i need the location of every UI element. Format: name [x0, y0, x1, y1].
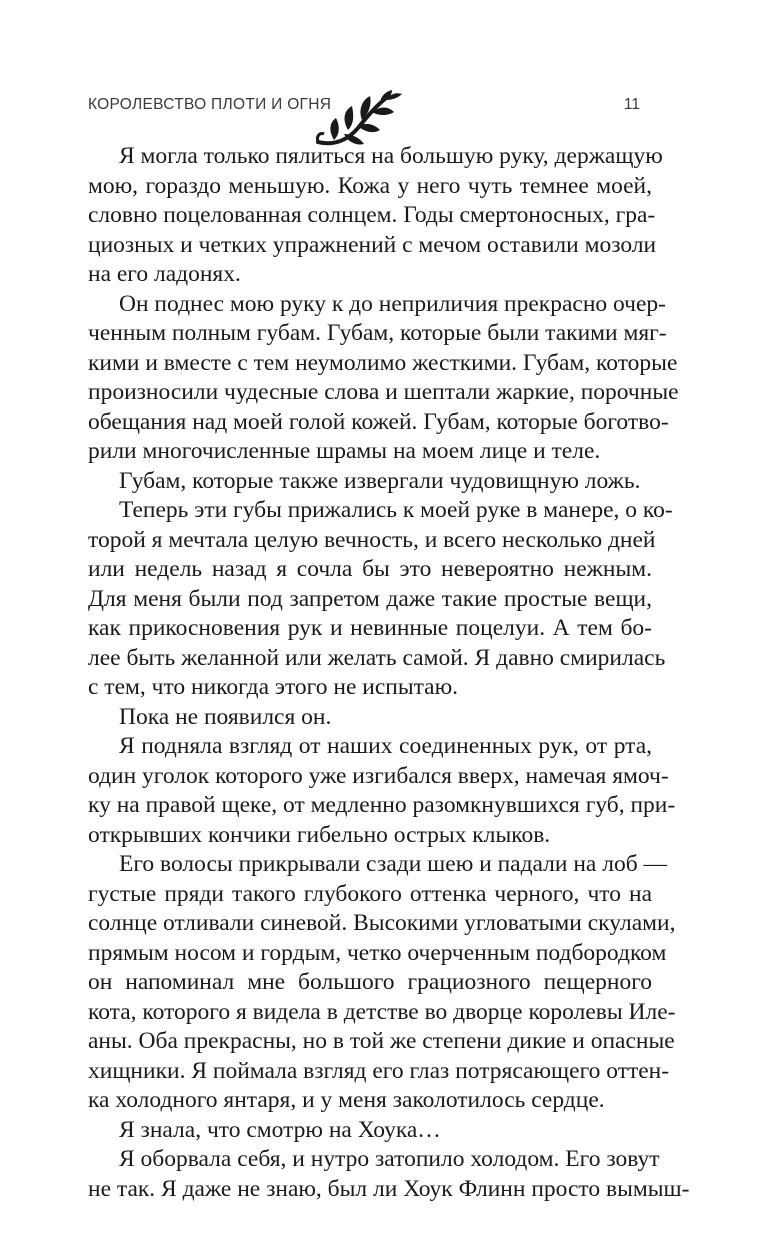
- text-line: на его ладонях.: [88, 261, 241, 287]
- text-line: ку на правой щеке, от медленно разомкнувшихся губ, при-: [88, 792, 676, 818]
- text-line: рили многочисленные шрамы на моем лице и теле.: [88, 438, 601, 464]
- text-line: он напоминал мне большого грациозного пещерного: [88, 969, 652, 995]
- text-line: солнце отливали синевой. Высокими угловатыми скулами,: [88, 910, 676, 936]
- text-line: Для меня были под запретом даже такие простые вещи,: [88, 585, 652, 612]
- text-line: произносили чудесные слова и шептали жаркие, порочные: [88, 379, 679, 405]
- text-line: мою, гораздо меньшую. Кожа у него чуть темнее моей,: [88, 172, 652, 199]
- text-line: не так. Я даже не знаю, был ли Хоук Флинн просто вымыш-: [88, 1175, 690, 1202]
- text-line: Пока не появился он.: [119, 703, 332, 730]
- text-line: кими и вместе с тем неумолимо жесткими. Губам, которые: [88, 349, 678, 376]
- text-line: циозных и четких упражнений с мечом оставили мозоли: [88, 231, 657, 258]
- text-line: Я подняла взгляд от наших соединенных рук, от рта,: [119, 733, 652, 759]
- text-line: как прикосновения рук и невинные поцелуи. А тем бо-: [88, 615, 652, 641]
- text-line: один уголок которого уже изгибался вверх, намечая ямоч-: [88, 762, 669, 789]
- text-line: торой я мечтала целую вечность, и всего несколько дней: [88, 526, 656, 553]
- text-line: с тем, что никогда этого не испытаю.: [88, 674, 459, 700]
- running-title: КОРОЛЕВСТВО ПЛОТИ И ОГНЯ: [88, 96, 332, 113]
- text-line: или недель назад я сочла бы это невероятно нежным.: [88, 556, 652, 582]
- text-line: Я могла только пялиться на большую руку, держащую: [119, 143, 663, 169]
- text-line: кота, которого я видела в детстве во дворце королевы Иле-: [88, 998, 676, 1025]
- text-line: словно поцелованная солнцем. Годы смертоносных, гра-: [88, 202, 656, 228]
- text-line: ка холодного янтаря, и у меня заколотилось сердце.: [88, 1087, 605, 1113]
- text-line: хищники. Я поймала взгляд его глаз потрясающего оттен-: [88, 1057, 670, 1084]
- text-line: лее быть желанной или желать самой. Я давно смирилась: [88, 644, 666, 671]
- text-line: Он поднес мою руку к до неприличия прекрасно очер-: [119, 290, 666, 317]
- text-line: аны. Оба прекрасны, но в той же степени дикие и опасные: [88, 1028, 675, 1054]
- text-line: прямым носом и гордым, четко очерченным подбородком: [88, 939, 667, 966]
- text-line: открывших кончики гибельно острых клыков.: [88, 821, 551, 848]
- text-line: обещания над моей голой кожей. Губам, которые боготво-: [88, 408, 669, 435]
- text-line: Его волосы прикрывали сзади шею и падали на лоб —: [119, 851, 668, 877]
- text-line: Губам, которые также извергали чудовищную ложь.: [119, 467, 641, 494]
- text-line: ченным полным губам. Губам, которые были такими мяг-: [88, 320, 667, 346]
- page-number: 11: [623, 96, 640, 113]
- text-line: густые пряди такого глубокого оттенка черного, что на: [88, 880, 652, 907]
- text-line: Я знала, что смотрю на Хоука…: [119, 1116, 441, 1143]
- text-line: Теперь эти губы прижались к моей руке в манере, о ко-: [119, 497, 673, 523]
- body-text: [88, 142, 690, 1204]
- text-line: Я оборвала себя, и нутро затопило холодом. Его зовут: [119, 1146, 660, 1172]
